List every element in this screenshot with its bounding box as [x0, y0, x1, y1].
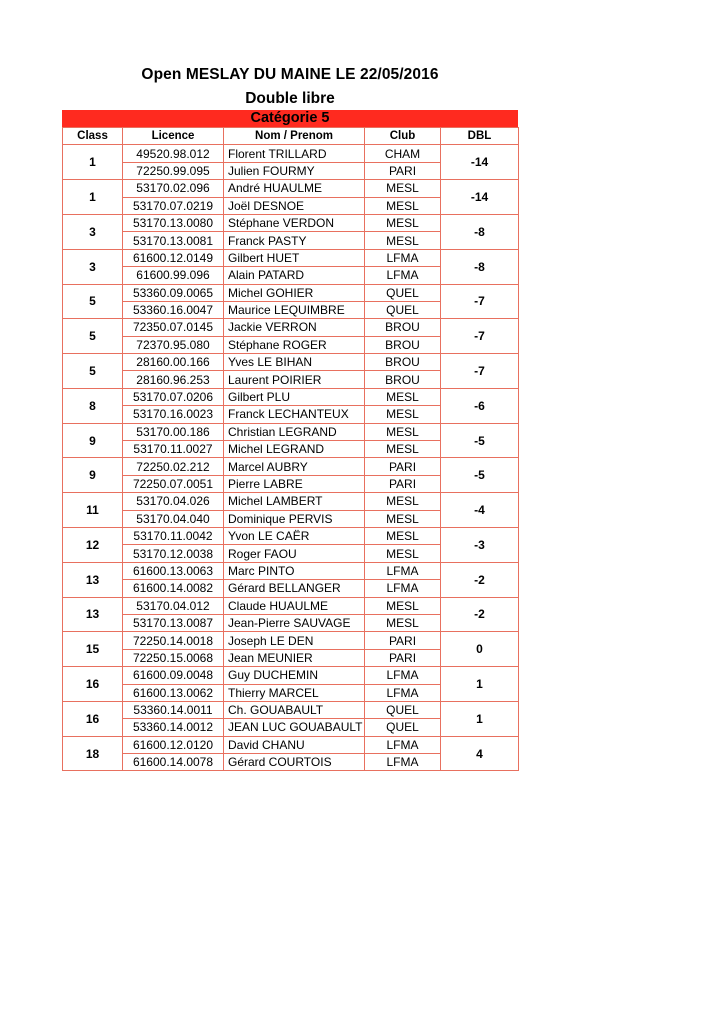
- licence-cell: 53170.11.0027: [123, 441, 224, 458]
- class-cell: 1: [63, 145, 123, 180]
- player-name-cell: Yves LE BIHAN: [224, 354, 365, 371]
- licence-cell: 53170.00.186: [123, 423, 224, 440]
- club-cell: BROU: [365, 336, 441, 353]
- dbl-cell: -6: [441, 388, 519, 423]
- table-row: [63, 423, 519, 440]
- dbl-cell: -8: [441, 249, 519, 284]
- licence-cell: 53170.02.096: [123, 180, 224, 197]
- club-cell: MESL: [365, 406, 441, 423]
- header-club: Club: [365, 128, 441, 145]
- club-cell: QUEL: [365, 284, 441, 301]
- table-header-row: [63, 128, 519, 145]
- licence-cell: 72250.15.0068: [123, 649, 224, 666]
- licence-cell: 61600.14.0082: [123, 580, 224, 597]
- page-subtitle: Double libre: [245, 90, 335, 107]
- club-cell: PARI: [365, 632, 441, 649]
- player-name-cell: Marcel AUBRY: [224, 458, 365, 475]
- player-name-cell: Jean-Pierre SAUVAGE: [224, 614, 365, 631]
- class-cell: 11: [63, 493, 123, 528]
- class-cell: 3: [63, 249, 123, 284]
- club-cell: LFMA: [365, 736, 441, 753]
- club-cell: LFMA: [365, 580, 441, 597]
- player-name-cell: Roger FAOU: [224, 545, 365, 562]
- dbl-cell: -4: [441, 493, 519, 528]
- player-name-cell: Alain PATARD: [224, 267, 365, 284]
- player-name-cell: Joseph LE DEN: [224, 632, 365, 649]
- header-name: Nom / Prenom: [224, 128, 365, 145]
- licence-cell: 28160.00.166: [123, 354, 224, 371]
- club-cell: QUEL: [365, 701, 441, 718]
- table-row: [63, 527, 519, 544]
- club-cell: LFMA: [365, 754, 441, 771]
- class-cell: 13: [63, 562, 123, 597]
- player-name-cell: Michel GOHIER: [224, 284, 365, 301]
- licence-cell: 53360.14.0012: [123, 719, 224, 736]
- player-name-cell: Joël DESNOE: [224, 197, 365, 214]
- class-cell: 8: [63, 388, 123, 423]
- player-name-cell: Christian LEGRAND: [224, 423, 365, 440]
- licence-cell: 61600.13.0063: [123, 562, 224, 579]
- player-name-cell: Michel LAMBERT: [224, 493, 365, 510]
- player-name-cell: Franck PASTY: [224, 232, 365, 249]
- class-cell: 16: [63, 667, 123, 702]
- club-cell: MESL: [365, 545, 441, 562]
- licence-cell: 61600.12.0149: [123, 249, 224, 266]
- player-name-cell: Pierre LABRE: [224, 475, 365, 492]
- licence-cell: 72350.07.0145: [123, 319, 224, 336]
- club-cell: MESL: [365, 510, 441, 527]
- licence-cell: 28160.96.253: [123, 371, 224, 388]
- licence-cell: 61600.12.0120: [123, 736, 224, 753]
- player-name-cell: André HUAULME: [224, 180, 365, 197]
- class-cell: 9: [63, 458, 123, 493]
- licence-cell: 61600.14.0078: [123, 754, 224, 771]
- player-name-cell: Julien FOURMY: [224, 162, 365, 179]
- table-body: [63, 145, 519, 771]
- table-row: [63, 388, 519, 405]
- player-name-cell: Marc PINTO: [224, 562, 365, 579]
- licence-cell: 53170.13.0087: [123, 614, 224, 631]
- dbl-cell: -7: [441, 354, 519, 389]
- club-cell: PARI: [365, 475, 441, 492]
- licence-cell: 53170.04.040: [123, 510, 224, 527]
- club-cell: MESL: [365, 597, 441, 614]
- club-cell: LFMA: [365, 267, 441, 284]
- club-cell: MESL: [365, 493, 441, 510]
- class-cell: 5: [63, 354, 123, 389]
- licence-cell: 72250.07.0051: [123, 475, 224, 492]
- player-name-cell: Stéphane ROGER: [224, 336, 365, 353]
- club-cell: LFMA: [365, 249, 441, 266]
- table-row: [63, 562, 519, 579]
- player-name-cell: Thierry MARCEL: [224, 684, 365, 701]
- licence-cell: 53170.16.0023: [123, 406, 224, 423]
- player-name-cell: Florent TRILLARD: [224, 145, 365, 162]
- class-cell: 5: [63, 319, 123, 354]
- club-cell: MESL: [365, 180, 441, 197]
- dbl-cell: -7: [441, 284, 519, 319]
- results-table: [62, 127, 519, 771]
- table-row: [63, 214, 519, 231]
- licence-cell: 53170.13.0080: [123, 214, 224, 231]
- player-name-cell: Laurent POIRIER: [224, 371, 365, 388]
- player-name-cell: Gérard BELLANGER: [224, 580, 365, 597]
- table-row: [63, 458, 519, 475]
- dbl-cell: 0: [441, 632, 519, 667]
- licence-cell: 61600.09.0048: [123, 667, 224, 684]
- licence-cell: 53170.04.012: [123, 597, 224, 614]
- club-cell: MESL: [365, 423, 441, 440]
- player-name-cell: Jackie VERRON: [224, 319, 365, 336]
- player-name-cell: Stéphane VERDON: [224, 214, 365, 231]
- club-cell: MESL: [365, 527, 441, 544]
- club-cell: LFMA: [365, 684, 441, 701]
- table-row: [63, 667, 519, 684]
- licence-cell: 53170.07.0206: [123, 388, 224, 405]
- licence-cell: 53360.16.0047: [123, 301, 224, 318]
- dbl-cell: -2: [441, 597, 519, 632]
- player-name-cell: Guy DUCHEMIN: [224, 667, 365, 684]
- player-name-cell: Maurice LEQUIMBRE: [224, 301, 365, 318]
- table-row: [63, 597, 519, 614]
- dbl-cell: -5: [441, 423, 519, 458]
- player-name-cell: Ch. GOUABAULT: [224, 701, 365, 718]
- dbl-cell: 1: [441, 701, 519, 736]
- dbl-cell: -5: [441, 458, 519, 493]
- class-cell: 1: [63, 180, 123, 215]
- header-licence: Licence: [123, 128, 224, 145]
- table-row: [63, 736, 519, 753]
- class-cell: 9: [63, 423, 123, 458]
- club-cell: PARI: [365, 649, 441, 666]
- club-cell: QUEL: [365, 301, 441, 318]
- dbl-cell: -2: [441, 562, 519, 597]
- class-cell: 5: [63, 284, 123, 319]
- club-cell: LFMA: [365, 667, 441, 684]
- dbl-cell: -14: [441, 145, 519, 180]
- club-cell: MESL: [365, 614, 441, 631]
- category-banner: Catégorie 5: [62, 110, 518, 127]
- player-name-cell: Jean MEUNIER: [224, 649, 365, 666]
- club-cell: MESL: [365, 197, 441, 214]
- player-name-cell: Franck LECHANTEUX: [224, 406, 365, 423]
- dbl-cell: -14: [441, 180, 519, 215]
- table-row: [63, 319, 519, 336]
- table-row: [63, 632, 519, 649]
- dbl-cell: 4: [441, 736, 519, 771]
- table-row: [63, 145, 519, 162]
- table-row: [63, 493, 519, 510]
- table-row: [63, 284, 519, 301]
- licence-cell: 72250.02.212: [123, 458, 224, 475]
- table-row: [63, 701, 519, 718]
- dbl-cell: 1: [441, 667, 519, 702]
- licence-cell: 53170.12.0038: [123, 545, 224, 562]
- table-row: [63, 180, 519, 197]
- club-cell: BROU: [365, 319, 441, 336]
- club-cell: MESL: [365, 232, 441, 249]
- licence-cell: 53170.07.0219: [123, 197, 224, 214]
- class-cell: 18: [63, 736, 123, 771]
- club-cell: PARI: [365, 458, 441, 475]
- dbl-cell: -8: [441, 214, 519, 249]
- licence-cell: 53360.09.0065: [123, 284, 224, 301]
- club-cell: MESL: [365, 214, 441, 231]
- club-cell: CHAM: [365, 145, 441, 162]
- table-row: [63, 249, 519, 266]
- player-name-cell: Michel LEGRAND: [224, 441, 365, 458]
- licence-cell: 53360.14.0011: [123, 701, 224, 718]
- dbl-cell: -3: [441, 527, 519, 562]
- licence-cell: 53170.13.0081: [123, 232, 224, 249]
- header-dbl: DBL: [441, 128, 519, 145]
- player-name-cell: David CHANU: [224, 736, 365, 753]
- licence-cell: 61600.99.096: [123, 267, 224, 284]
- header-class: Class: [63, 128, 123, 145]
- licence-cell: 53170.11.0042: [123, 527, 224, 544]
- player-name-cell: Claude HUAULME: [224, 597, 365, 614]
- licence-cell: 72250.99.095: [123, 162, 224, 179]
- class-cell: 3: [63, 214, 123, 249]
- dbl-cell: -7: [441, 319, 519, 354]
- player-name-cell: Yvon LE CAËR: [224, 527, 365, 544]
- class-cell: 13: [63, 597, 123, 632]
- licence-cell: 72250.14.0018: [123, 632, 224, 649]
- licence-cell: 53170.04.026: [123, 493, 224, 510]
- table-row: [63, 354, 519, 371]
- club-cell: BROU: [365, 371, 441, 388]
- class-cell: 15: [63, 632, 123, 667]
- class-cell: 12: [63, 527, 123, 562]
- player-name-cell: Dominique PERVIS: [224, 510, 365, 527]
- licence-cell: 72370.95.080: [123, 336, 224, 353]
- club-cell: MESL: [365, 441, 441, 458]
- page-title: Open MESLAY DU MAINE LE 22/05/2016: [141, 66, 439, 83]
- licence-cell: 61600.13.0062: [123, 684, 224, 701]
- club-cell: PARI: [365, 162, 441, 179]
- player-name-cell: Gérard COURTOIS: [224, 754, 365, 771]
- club-cell: QUEL: [365, 719, 441, 736]
- player-name-cell: Gilbert HUET: [224, 249, 365, 266]
- club-cell: LFMA: [365, 562, 441, 579]
- licence-cell: 49520.98.012: [123, 145, 224, 162]
- player-name-cell: Gilbert PLU: [224, 388, 365, 405]
- club-cell: BROU: [365, 354, 441, 371]
- club-cell: MESL: [365, 388, 441, 405]
- class-cell: 16: [63, 701, 123, 736]
- player-name-cell: JEAN LUC GOUABAULT: [224, 719, 365, 736]
